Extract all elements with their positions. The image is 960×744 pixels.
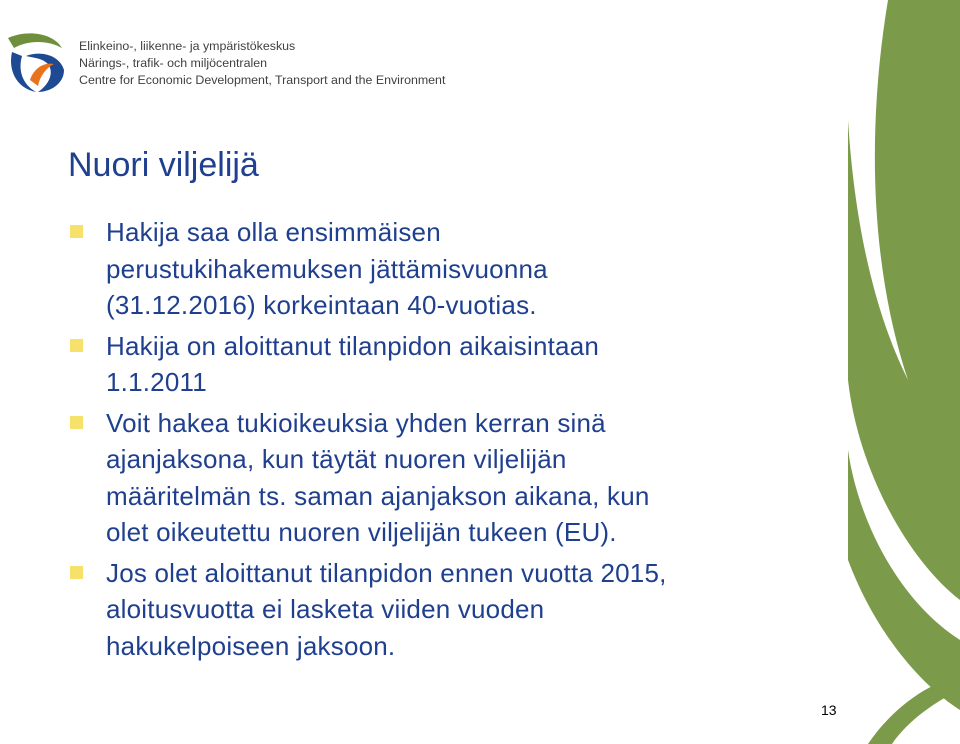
bullet-line: ajanjaksona, kun täytät nuoren viljelijän	[106, 444, 567, 474]
bullet-line: (31.12.2016) korkeintaan 40-vuotias.	[106, 290, 537, 320]
bullet-item	[70, 328, 810, 401]
bullet-square-icon	[70, 566, 83, 579]
bullet-line: aloitusvuotta ei lasketa viiden vuoden	[106, 594, 545, 624]
bullet-item	[70, 555, 810, 665]
page-number: 13	[821, 702, 837, 718]
bullet-line: Hakija saa olla ensimmäisen	[106, 217, 441, 247]
bullet-line: määritelmän ts. saman ajanjakson aikana, kun	[106, 480, 650, 511]
slide-title: Nuori viljelijä	[68, 146, 259, 184]
bullet-line: perustukihakemuksen jättämisvuonna	[106, 253, 548, 284]
org-name-sv: Närings-, trafik- och miljöcentralen	[79, 56, 267, 70]
org-name-en: Centre for Economic Development, Transport and the Environment	[79, 73, 446, 87]
decorative-side-panel	[848, 0, 960, 744]
bullet-line: hakukelpoiseen jaksoon.	[106, 630, 396, 661]
bullet-square-icon	[70, 416, 83, 429]
bullet-list	[70, 214, 810, 668]
bullet-square-icon	[70, 225, 83, 238]
bullet-square-icon	[70, 339, 83, 352]
bullet-line: 1.1.2011	[106, 367, 207, 397]
bullet-line: Jos olet aloittanut tilanpidon ennen vuotta 2015,	[106, 557, 667, 588]
ely-logo	[4, 30, 66, 94]
organization-name	[79, 38, 445, 89]
org-name-fi: Elinkeino-, liikenne- ja ympäristökeskus	[79, 39, 296, 53]
bullet-line: Voit hakea tukioikeuksia yhden kerran sinä	[106, 407, 606, 438]
bullet-line: Hakija on aloittanut tilanpidon aikaisintaan	[106, 330, 600, 361]
bullet-item	[70, 405, 810, 551]
bullet-item	[70, 214, 810, 324]
bullet-line: olet oikeutettu nuoren viljelijän tukeen (EU).	[106, 517, 617, 547]
